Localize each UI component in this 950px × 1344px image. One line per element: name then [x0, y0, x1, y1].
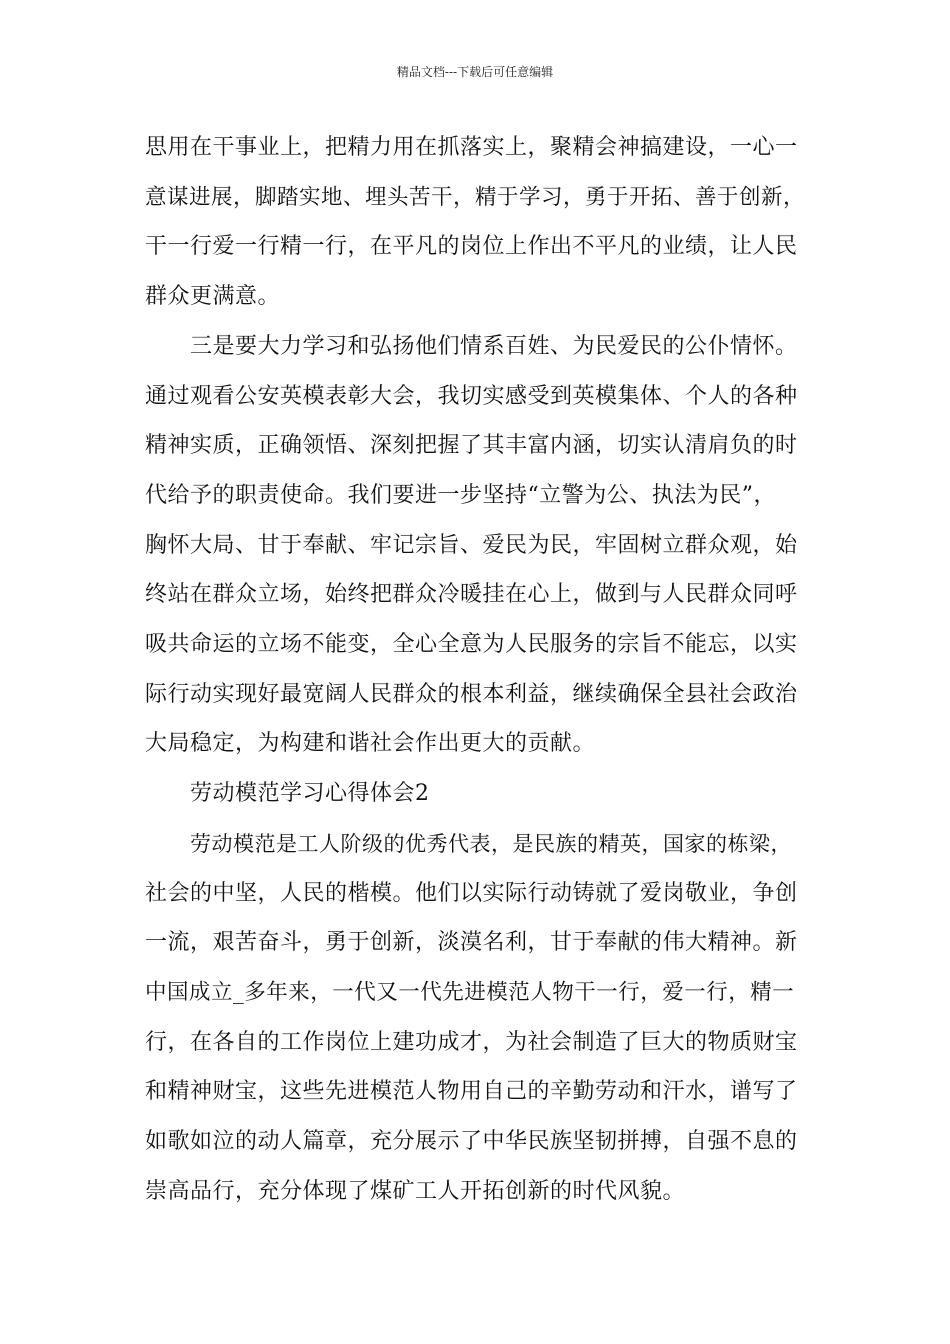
text-line: 三是要大力学习和弘扬他们情系百姓、为民爱民的公仆情怀。 — [190, 334, 798, 359]
text-line: 崇高品行，充分体现了煤矿工人开拓创新的时代风貌。 — [145, 1179, 686, 1204]
text-line: 际行动实现好最宽阔人民群众的根本利益，继续确保全县社会政治 — [145, 682, 798, 707]
text-line: 一流，艰苦奋斗，勇于创新，淡漠名利，甘于奉献的伟大精神。新 — [145, 930, 798, 955]
text-line: 胸怀大局、甘于奉献、牢记宗旨、爱民为民，牢固树立群众观，始 — [145, 533, 798, 558]
text-line: 如歌如泣的动人篇章，充分展示了中华民族坚韧拼搏，自强不息的 — [145, 1129, 798, 1154]
text-line: 代给予的职责使命。我们要进一步坚持“立警为公、执法为民”， — [145, 483, 776, 508]
text-line: 中国成立_多年来，一代又一代先进模范人物干一行，爱一行，精一 — [145, 980, 795, 1005]
text-line: 终站在群众立场，始终把群众冷暖挂在心上，做到与人民群众同呼 — [145, 582, 798, 607]
text-line: 精神实质，正确领悟、深刻把握了其丰富内涵，切实认清肩负的时 — [145, 433, 798, 458]
text-line: 行，在各自的工作岗位上建功成才，为社会制造了巨大的物质财宝 — [145, 1030, 798, 1055]
text-line: 思用在干事业上，把精力用在抓落实上，聚精会神搞建设，一心一 — [145, 135, 798, 160]
text-line: 大局稳定，为构建和谐社会作出更大的贡献。 — [145, 731, 596, 756]
text-line: 通过观看公安英模表彰大会，我切实感受到英模集体、个人的各种 — [145, 384, 798, 409]
text-line: 和精神财宝，这些先进模范人物用自己的辛勤劳动和汗水，谱写了 — [145, 1079, 798, 1104]
text-line: 吸共命运的立场不能变，全心全意为人民服务的宗旨不能忘，以实 — [145, 632, 798, 657]
text-line: 劳动模范学习心得体会2 — [190, 781, 430, 806]
text-line: 劳动模范是工人阶级的优秀代表，是民族的精英，国家的栋梁， — [190, 832, 792, 856]
text-line: 社会的中坚，人民的楷模。他们以实际行动铸就了爱岗敬业，争创 — [145, 881, 798, 906]
text-line: 干一行爱一行精一行，在平凡的岗位上作出不平凡的业绩，让人民 — [145, 234, 798, 259]
text-line: 意谋进展，脚踏实地、埋头苦干，精于学习，勇于开拓、善于创新， — [145, 185, 806, 210]
page-header: 精品文档---下载后可任意编辑 — [396, 65, 554, 79]
text-line: 群众更满意。 — [145, 284, 281, 309]
